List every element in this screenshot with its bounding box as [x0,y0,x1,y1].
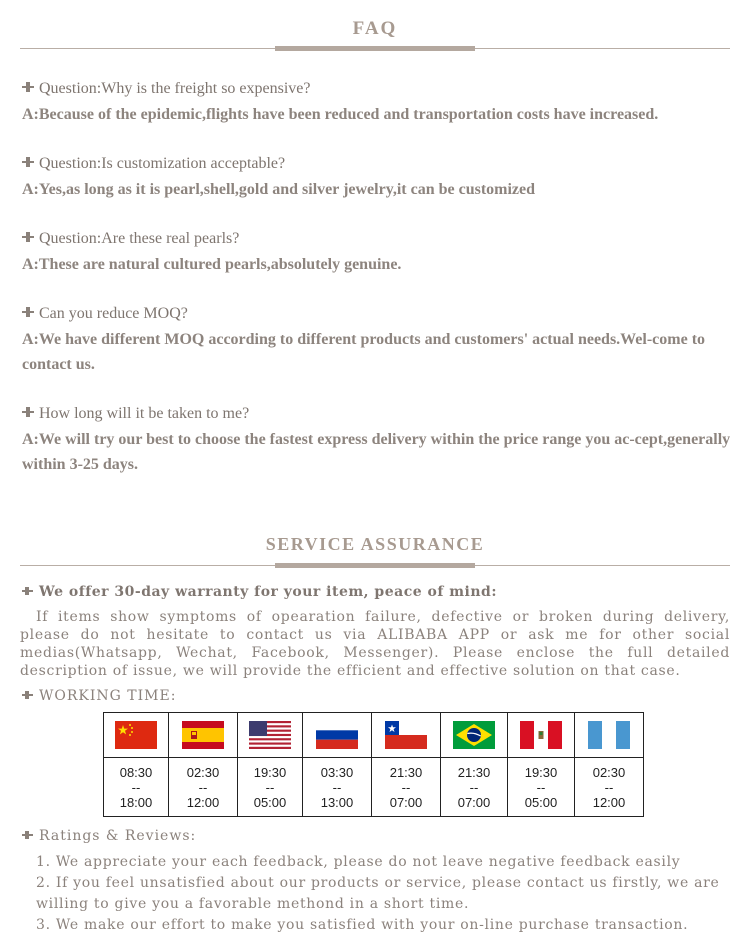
flag-cell [238,713,303,758]
warranty-heading: We offer 30-day warranty for your item, peace of mind: [22,584,497,600]
faq-divider-accent [275,46,475,51]
time-cell: 19:30 -- 05:00 [238,758,303,817]
flag-row [104,713,644,758]
bullet-icon [22,307,35,317]
review-1: 1. We appreciate your each feedback, please do not leave negative feedback easily [36,854,681,870]
time-cell: 21:30 -- 07:00 [441,758,508,817]
time-cell: 21:30 -- 07:00 [372,758,441,817]
bullet-icon [22,830,34,840]
time-cell: 03:30 -- 13:00 [303,758,372,817]
faq-answer-4: A:We have different MOQ according to different products and customers' actual needs.Wel-come to contact us. [22,331,706,373]
flag-cell [372,713,441,758]
ratings-label: Ratings & Reviews: [22,828,196,844]
flag-cell [169,713,238,758]
bullet-icon [22,157,35,167]
warranty-text: If items show symptoms of opearation failure, defective or broken during delivery, please do not hesitate to contact us via ALIBABA APP or ask me for other social medias(Whatsapp, Wechat, Facebook, Messenger). Please enclose the full detailed description of issue, we will provide the efficient and effective solution on that case. [20,609,730,679]
faq-question-4: Can you reduce MOQ? [22,305,188,323]
working-time-label: WORKING TIME: [22,688,176,704]
guatemala-flag-icon [588,721,630,749]
review-3: 3. We make our effort to make you satisfied with your on-line purchase transaction. [36,917,689,933]
flag-cell [104,713,169,758]
faq-question-2: Question:Is customization acceptable? [22,155,285,173]
faq-question-3: Question:Are these real pearls? [22,230,239,248]
time-cell: 02:30 -- 12:00 [169,758,238,817]
faq-answer-2: A:Yes,as long as it is pearl,shell,gold and silver jewelry,it can be customized [22,181,536,198]
usa-flag-icon [249,721,291,749]
review-2: 2. If you feel unsatisfied about our products or service, please contact us firstly, we are willing to give you a favorable methond in a short time. [36,875,720,912]
flag-cell [508,713,575,758]
russia-flag-icon [316,721,358,749]
service-title: SERVICE ASSURANCE [265,534,485,554]
time-cell: 19:30 -- 05:00 [508,758,575,817]
faq-answer-3: A:These are natural cultured pearls,absolutely genuine. [22,256,402,273]
spain-flag-icon [182,721,224,749]
flag-cell [441,713,508,758]
brazil-flag-icon [453,721,495,749]
chile-flag-icon [385,721,427,749]
faq-question-1: Question:Why is the freight so expensive? [22,80,311,98]
time-cell: 02:30 -- 12:00 [575,758,644,817]
peru-flag-icon [520,721,562,749]
faq-answer-1: A:Because of the epidemic,flights have been reduced and transportation costs have increased. [22,106,659,123]
bullet-icon [22,586,34,596]
working-time-table [103,712,644,817]
faq-answer-5: A:We will try our best to choose the fastest express delivery within the price range you ac-cept,generally within 3-25 days. [22,431,731,473]
flag-cell [575,713,644,758]
time-row [104,758,644,817]
faq-title: FAQ [352,18,398,39]
faq-question-5: How long will it be taken to me? [22,405,249,423]
time-cell: 08:30 -- 18:00 [104,758,169,817]
china-flag-icon [115,721,157,749]
flag-cell [303,713,372,758]
bullet-icon [22,407,35,417]
bullet-icon [22,232,35,242]
service-divider-accent [275,563,475,568]
bullet-icon [22,690,34,700]
bullet-icon [22,82,35,92]
